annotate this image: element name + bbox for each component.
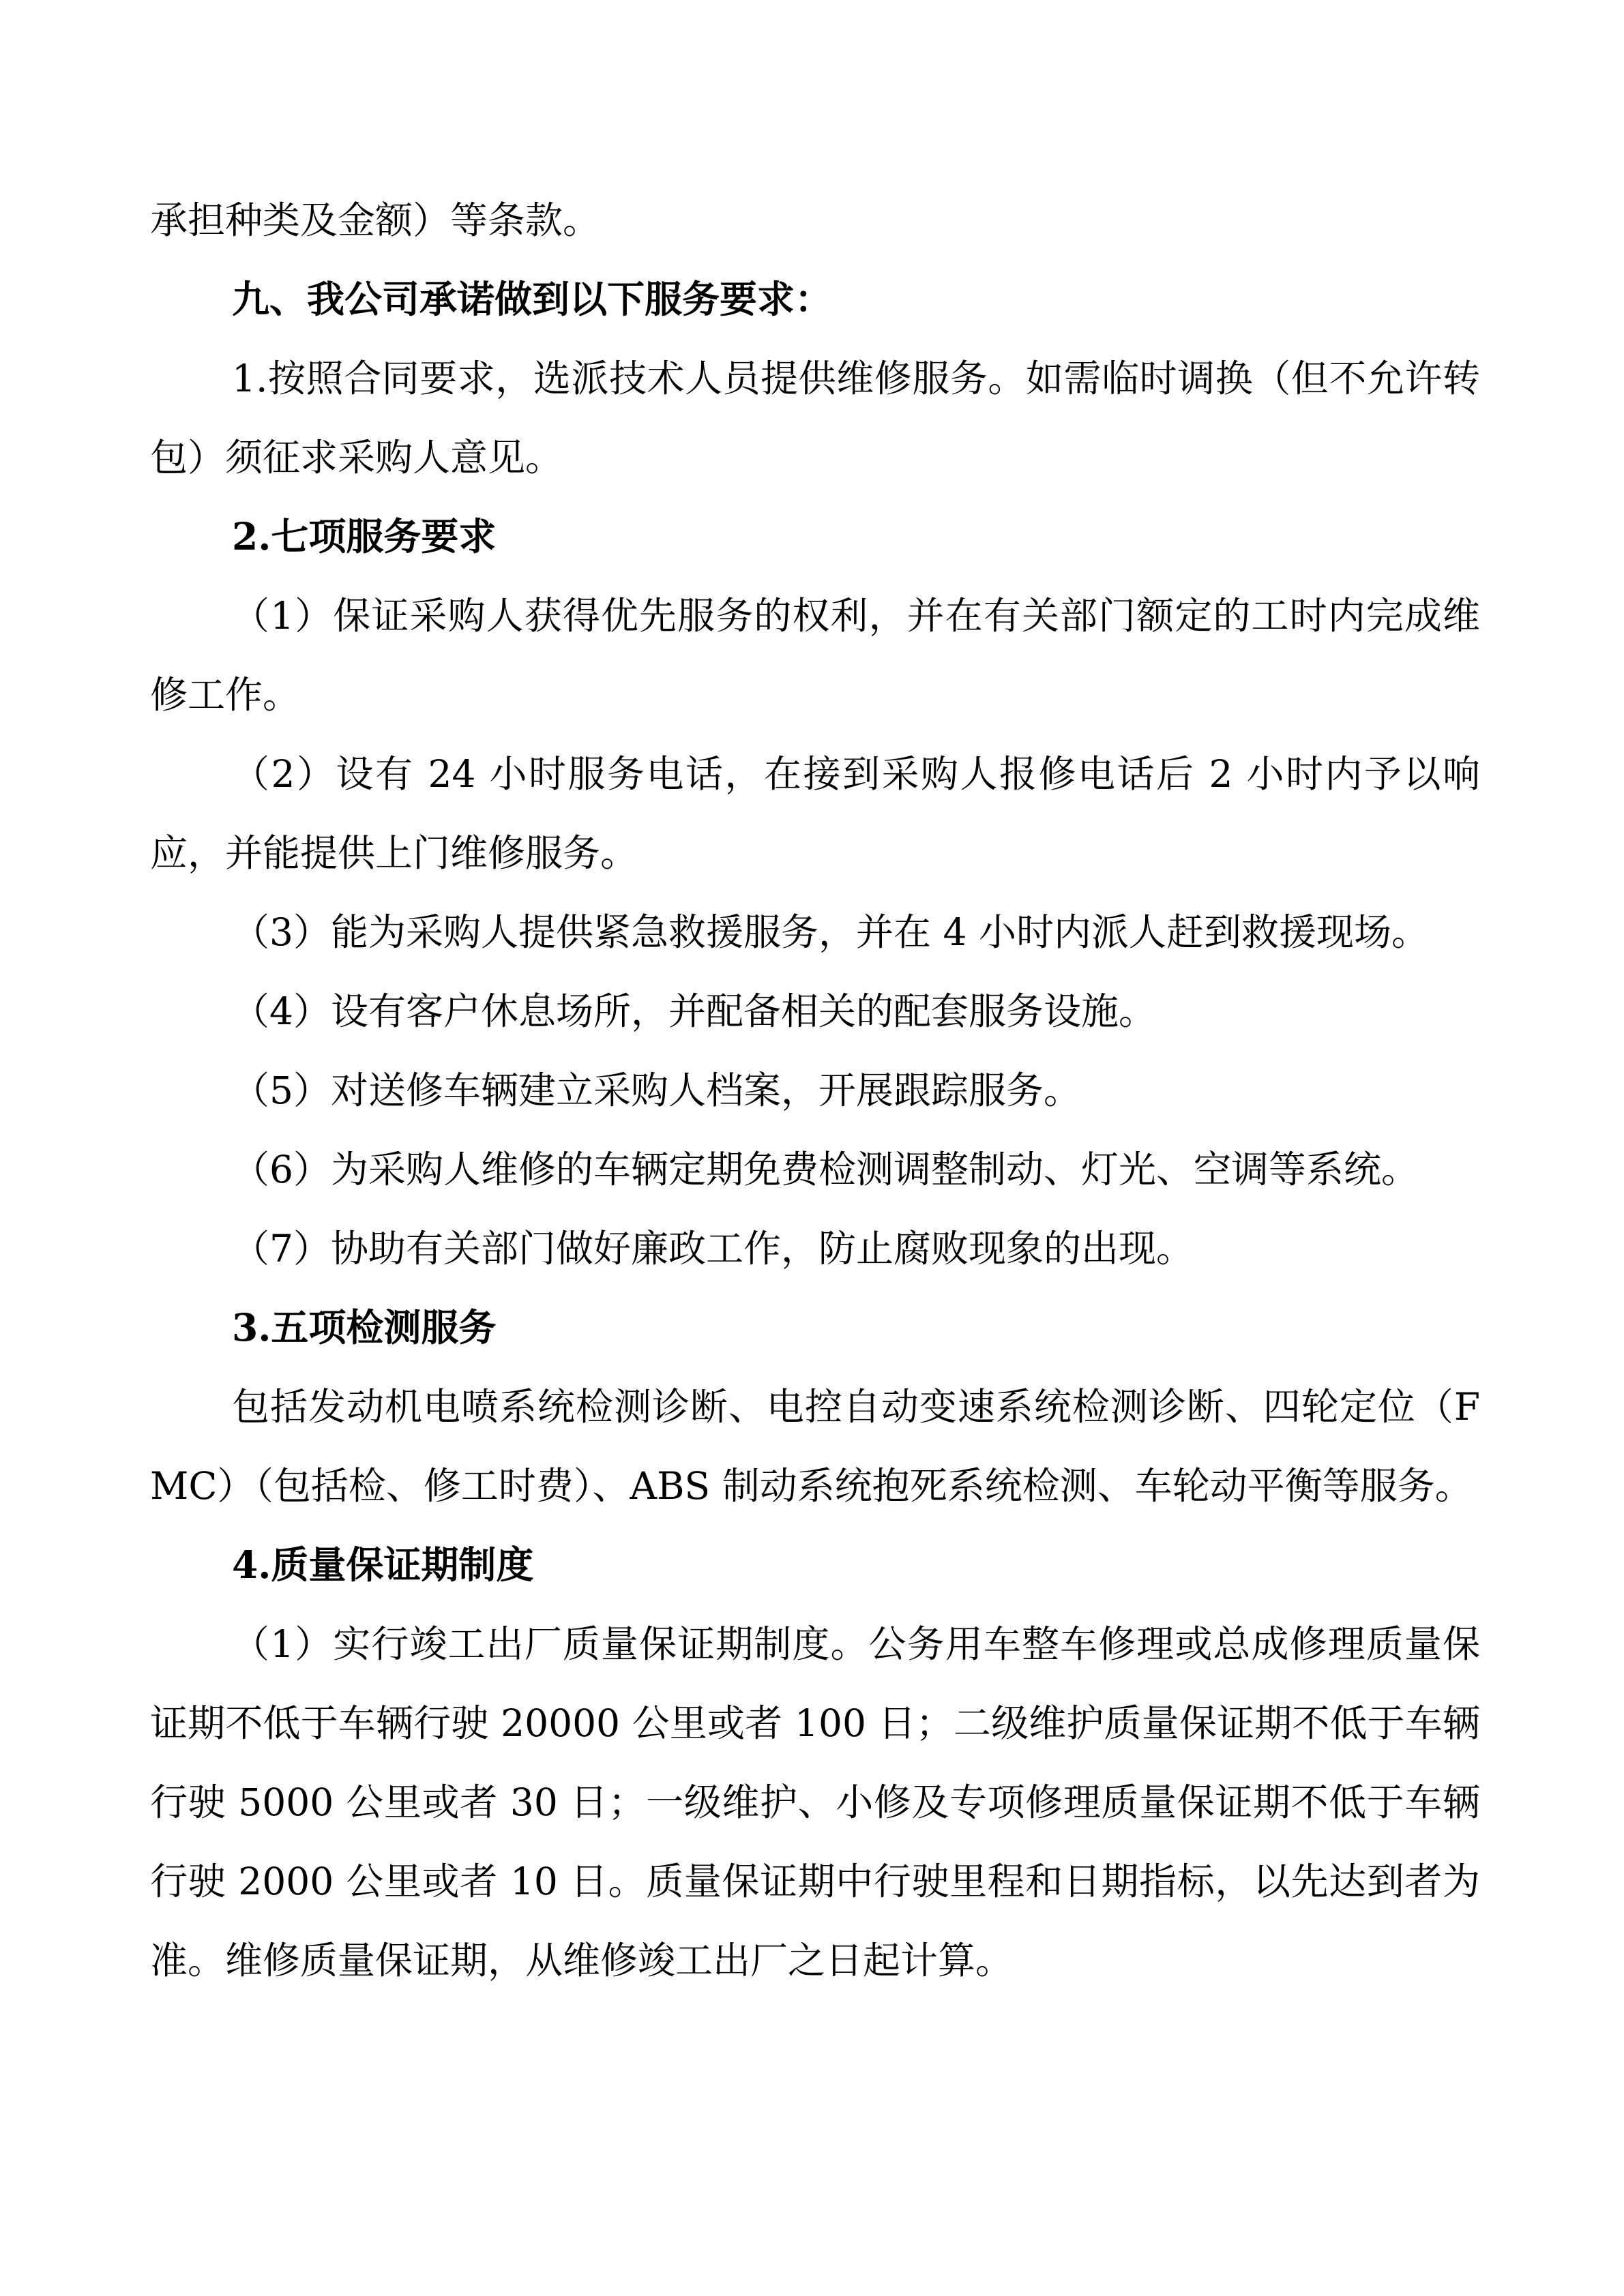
service-item-7: （7）协助有关部门做好廉政工作，防止腐败现象的出现。 [232,1227,1194,1270]
paragraph-continuation: 承担种类及金额）等条款。 [150,198,601,242]
paragraph-item-1: 1.按照合同要求，选派技术人员提供维修服务。如需临时调换（但不允许转包）须征求采购人意见。 [150,357,1480,479]
service-item-1: （1）保证采购人获得优先服务的权利，并在有关部门额定的工时内完成维修工作。 [150,594,1480,717]
document-page [150,181,1480,2000]
inspection-paragraph: 包括发动机电喷系统检测诊断、电控自动变速系统检测诊断、四轮定位（FMC）（包括检、修工时费）、ABS 制动系统抱死系统检测、车轮动平衡等服务。 [150,1385,1480,1508]
service-item-6: （6）为采购人维修的车辆定期免费检测调整制动、灯光、空调等系统。 [232,1148,1419,1191]
service-item-4: （4）设有客户休息场所，并配备相关的配套服务设施。 [232,989,1156,1033]
subheading-five-inspections: 3.五项检测服务 [232,1305,497,1350]
section-heading-nine: 九、我公司承诺做到以下服务要求： [232,277,833,321]
service-item-5: （5）对送修车辆建立采购人档案，开展跟踪服务。 [232,1069,1081,1112]
subheading-seven-services: 2.七项服务要求 [232,514,497,558]
service-item-2: （2）设有 24 小时服务电话，在接到采购人报修电话后 2 小时内予以响应，并能提供上门维修服务。 [150,752,1480,875]
service-item-3: （3）能为采购人提供紧急救援服务，并在 4 小时内派人赶到救援现场。 [232,910,1429,954]
warranty-paragraph: （1）实行竣工出厂质量保证期制度。公务用车整车修理或总成修理质量保证期不低于车辆行驶 20000 公里或者 100 日；二级维护质量保证期不低于车辆行驶 5000 公里或者 30 日；一级维护、小修及专项修理质量保证期不低于车辆行驶 2000 公里或者 10 日。质量保证期中行驶里程和日期指标，以先达到者为准。维修质量保证期，从维修竣工出厂之日起计算。 [150,1622,1480,1982]
subheading-warranty: 4.质量保证期制度 [232,1542,534,1587]
